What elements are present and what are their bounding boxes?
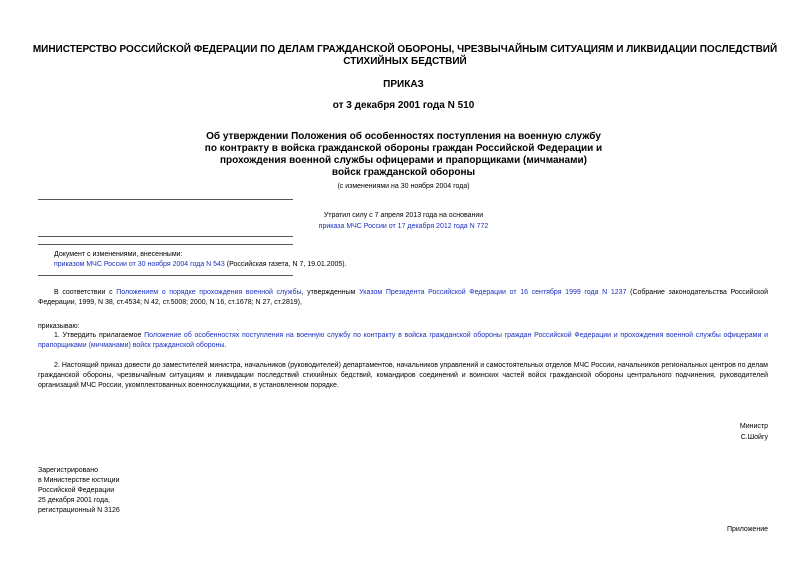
paragraph-distribute: 2. Настоящий приказ довести до заместителей министра, начальников (руководителей) департаментов, начальников управлений и самостоятельных отделов МЧС России, начальников региональных центров по делам гражданской обороны, чрезвычайным ситуациям и ликвидации последствий стихийных бедствий, командиров соединений и воинских частей войск гражданской обороны центрального подчинения, руководителей организаций МЧС России, укомплектованных военнослужащими, в установленном порядке. xyxy=(38,362,768,389)
divider xyxy=(38,199,293,200)
divider xyxy=(38,236,293,237)
registration-line: 25 декабря 2001 года, xyxy=(38,497,110,504)
divider xyxy=(38,275,293,276)
orders-label: приказываю: xyxy=(38,323,80,330)
title-line: Об утверждении Положения об особенностях поступления на военную службу xyxy=(206,131,601,142)
registration-line: в Министерстве юстиции xyxy=(38,477,120,484)
paragraph-basis: В соответствии с Положением о порядке прохождения военной службы, утвержденным Указом Президента Российской Федерации от 16 сентября 1999 года N 1237 (Собрание законодательства Российской Федерации, 1999, N 38, ст.4534; N 42, ст.5008; 2000, N 16, ст.1678; N 27, ст.2819), xyxy=(38,289,769,306)
paragraph-approve: 1. Утвердить прилагаемое Положение об особенностях поступления на военную службу по контракту в войска гражданской обороны граждан Российской Федерации и прохождения военной службы офицерами и прапорщиками (мичманами) войск гражданской обороны. xyxy=(38,332,769,349)
registration-block xyxy=(38,466,120,516)
signature-name: С.Шойгу xyxy=(740,434,768,441)
divider xyxy=(38,244,293,245)
order-word: ПРИКАЗ xyxy=(383,79,424,90)
registration-line: Зарегистрировано xyxy=(38,467,98,474)
registration-line: Российской Федерации xyxy=(38,487,115,494)
document-title xyxy=(200,131,607,179)
title-line: прохождения военной службы офицерами и прапорщиками (мичманами) xyxy=(219,155,587,166)
expired-note: Утратил силу с 7 апреля 2013 года на основании xyxy=(323,212,484,219)
title-line: войск гражданской обороны xyxy=(331,167,476,178)
edit-note: (с изменениями на 30 ноября 2004 года) xyxy=(337,183,470,190)
signature-title: Министр xyxy=(739,423,768,430)
decree-link[interactable]: Указом Президента Российской Федерации от 16 сентября 1999 года N 1237 xyxy=(359,289,627,296)
ministry-heading: МИНИСТЕРСТВО РОССИЙСКОЙ ФЕДЕРАЦИИ ПО ДЕЛАМ ГРАЖДАНСКОЙ ОБОРОНЫ, ЧРЕЗВЫЧАЙНЫМ СИТУАЦИЯМ И ЛИКВИДАЦИИ ПОСЛЕДСТВИЙ СТИХИЙНЫХ БЕДСТВИЙ xyxy=(32,44,778,67)
expired-link[interactable]: приказа МЧС России от 17 декабря 2012 года N 772 xyxy=(318,223,489,230)
changes-line: приказом МЧС России от 30 ноября 2004 года N 543 (Российская газета, N 7, 19.01.2005). xyxy=(54,261,347,268)
changes-link[interactable]: приказом МЧС России от 30 ноября 2004 года N 543 xyxy=(54,261,225,268)
registration-line: регистрационный N 3126 xyxy=(38,507,120,514)
regulation-link[interactable]: Положением о порядке прохождения военной службы xyxy=(116,289,302,296)
changes-label: Документ с изменениями, внесенными: xyxy=(54,251,183,258)
provision-link[interactable]: Положение об особенностях поступления на военную службу по контракту в войска гражданской обороны граждан Российской Федерации и прохождения военной службы офицерами и прапорщиками (мичманами) войск гражданской обороны xyxy=(38,332,769,349)
appendix-label: Приложение xyxy=(726,526,768,533)
title-line: по контракту в войска гражданской обороны граждан Российской Федерации и xyxy=(204,143,603,154)
order-date: от 3 декабря 2001 года N 510 xyxy=(332,100,475,111)
